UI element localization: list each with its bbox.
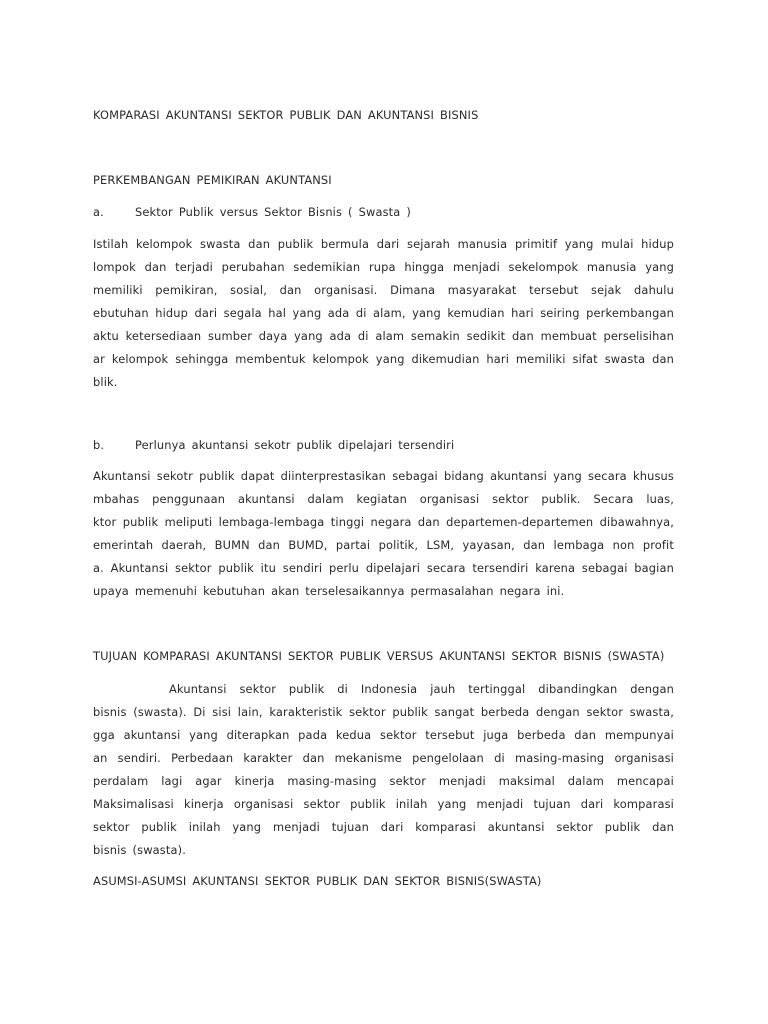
paragraph-sektor-publik-vs-bisnis	[93, 233, 674, 394]
list-marker-a: a.	[93, 205, 104, 219]
paragraph-line: ar kelompok sehingga membentuk kelompok yang dikemudian hari memiliki sifat swasta dan	[93, 352, 674, 366]
section-heading-asumsi: ASUMSI-ASUMSI AKUNTANSI SEKTOR PUBLIK DAN SEKTOR BISNIS(SWASTA)	[93, 874, 542, 888]
paragraph-line: gga akuntansi yang diterapkan pada kedua sektor tersebut juga berbeda dan mempunyai	[93, 728, 674, 742]
paragraph-line: lompok dan terjadi perubahan sedemikian rupa hingga menjadi sekelompok manusia yang	[93, 260, 674, 274]
paragraph-line: upaya memenuhi kebutuhan akan terselesaikannya permasalahan negara ini.	[93, 584, 565, 598]
paragraph-line: Akuntansi sekotr publik dapat diinterprestasikan sebagai bidang akuntansi yang secara khusus	[93, 469, 674, 483]
paragraph-line	[93, 678, 674, 701]
paragraph-line: sektor publik inilah yang menjadi tujuan dari komparasi akuntansi sektor publik dan	[93, 820, 674, 834]
list-item-a	[93, 202, 674, 222]
paragraph-line: ktor publik meliputi lembaga-lembaga tinggi negara dan departemen-departemen dibawahnya,	[93, 515, 674, 529]
paragraph-line: Istilah kelompok swasta dan publik bermula dari sejarah manusia primitif yang mulai hidup	[93, 237, 674, 251]
paragraph-line: ebutuhan hidup dari segala hal yang ada di alam, yang kemudian hari seiring perkembangan	[93, 306, 674, 320]
paragraph-line: an sendiri. Perbedaan karakter dan mekanisme pengelolaan di masing-masing organisasi	[93, 751, 674, 765]
section-heading-perkembangan: PERKEMBANGAN PEMIKIRAN AKUNTANSI	[93, 173, 332, 187]
paragraph-line: blik.	[93, 375, 118, 389]
paragraph-line: bisnis (swasta). Di sisi lain, karakteristik sektor publik sangat berbeda dengan sektor swasta,	[93, 705, 674, 719]
document-title: KOMPARASI AKUNTANSI SEKTOR PUBLIK DAN AKUNTANSI BISNIS	[93, 108, 479, 122]
paragraph-line: emerintah daerah, BUMN dan BUMD, partai politik, LSM, yayasan, dan lembaga non profit	[93, 538, 674, 552]
paragraph-line: perdalam lagi agar kinerja masing-masing sektor menjadi maksimal dalam mencapai	[93, 774, 674, 788]
paragraph-line-text: Akuntansi sektor publik di Indonesia jauh tertinggal dibandingkan dengan	[169, 682, 674, 696]
paragraph-line: Maksimalisasi kinerja organisasi sektor publik inilah yang menjadi tujuan dari komparasi	[93, 797, 674, 811]
paragraph-perlunya-akuntansi	[93, 465, 674, 603]
paragraph-line: aktu ketersediaan sumber daya yang ada di alam semakin sedikit dan membuat perselisihan	[93, 329, 674, 343]
paragraph-tujuan-komparasi	[93, 678, 674, 862]
paragraph-line: mbahas penggunaan akuntansi dalam kegiatan organisasi sektor publik. Secara luas,	[93, 492, 674, 506]
section-heading-tujuan: TUJUAN KOMPARASI AKUNTANSI SEKTOR PUBLIK VERSUS AKUNTANSI SEKTOR BISNIS (SWASTA)	[93, 649, 665, 663]
paragraph-line: a. Akuntansi sektor publik itu sendiri perlu dipelajari secara tersendiri karena sebagai bagian	[93, 561, 674, 575]
list-item-a-text: Sektor Publik versus Sektor Bisnis ( Swasta )	[135, 205, 411, 219]
paragraph-line: bisnis (swasta).	[93, 843, 186, 857]
list-item-b-text: Perlunya akuntansi sekotr publik dipelajari tersendiri	[135, 438, 455, 452]
list-item-b	[93, 435, 674, 455]
list-marker-b: b.	[93, 438, 105, 452]
paragraph-line: memiliki pemikiran, sosial, dan organisasi. Dimana masyarakat tersebut sejak dahulu	[93, 283, 674, 297]
